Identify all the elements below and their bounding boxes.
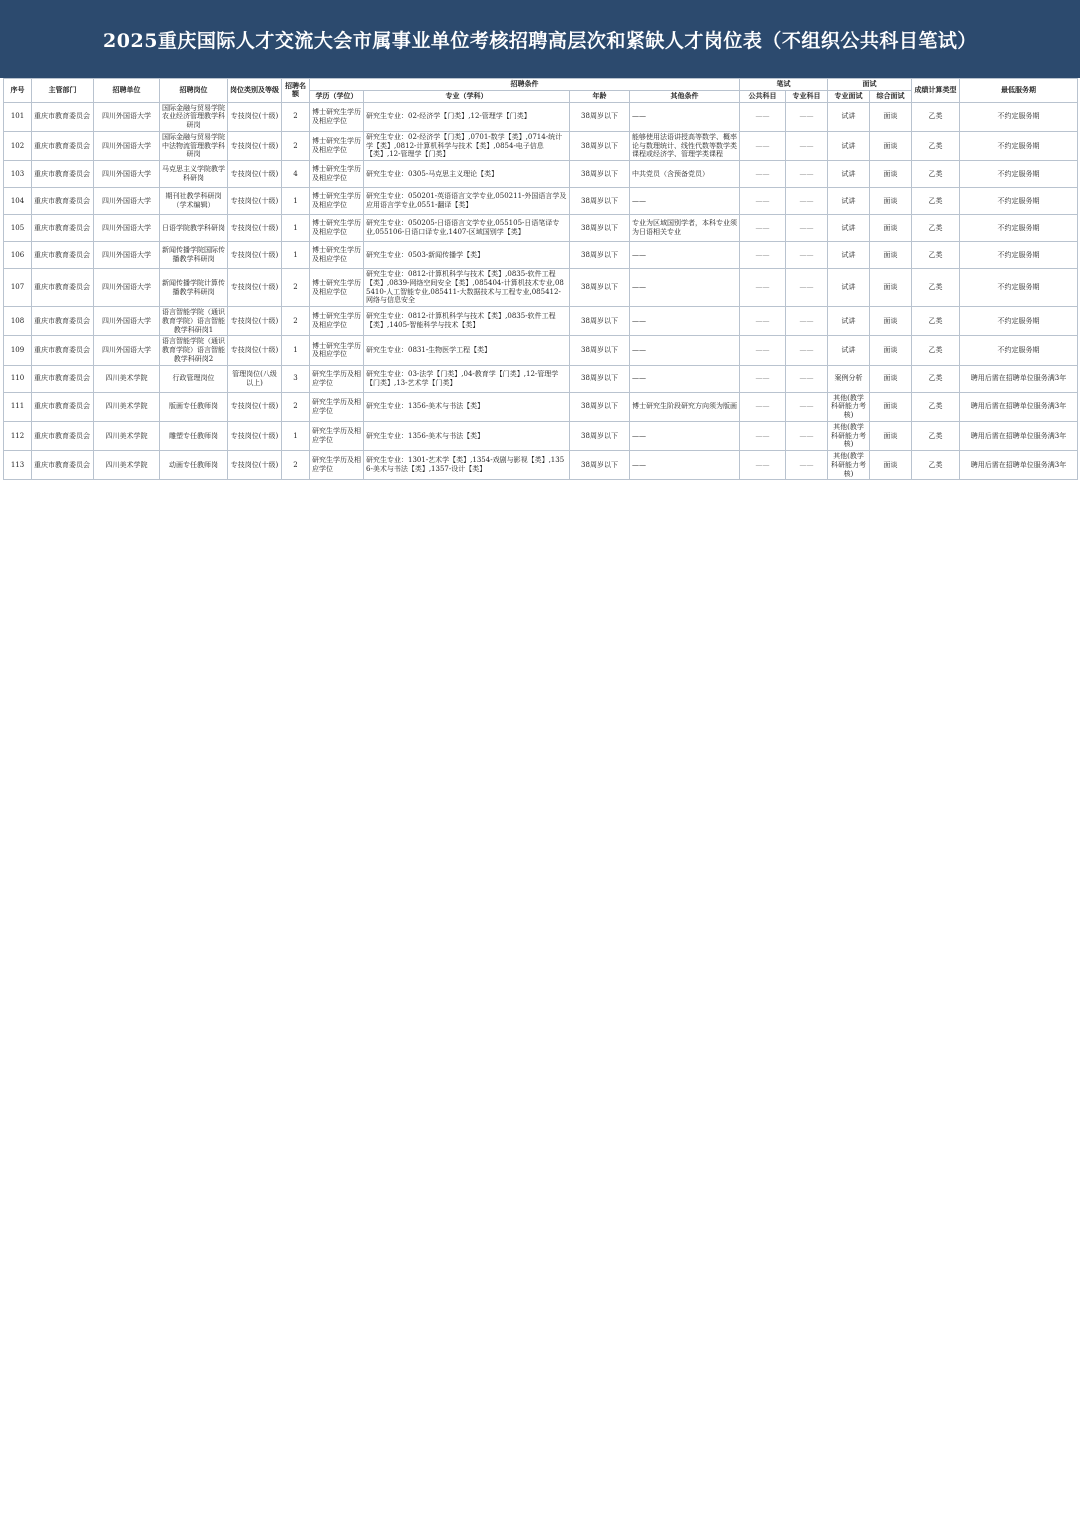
cell-major: 研究生专业：1356-美术与书法【类】 bbox=[364, 421, 570, 450]
cell-major-subject: —— bbox=[786, 269, 828, 307]
cell-public-subject: —— bbox=[740, 336, 786, 365]
cell-category: 专技岗位(十级) bbox=[228, 215, 282, 242]
cell-major-interview: 试讲 bbox=[828, 307, 870, 336]
cell-major-interview: 试讲 bbox=[828, 215, 870, 242]
cell-post: 马克思主义学院教学科研岗 bbox=[160, 161, 228, 188]
cell-major-subject: —— bbox=[786, 307, 828, 336]
cell-count: 2 bbox=[282, 131, 310, 160]
cell-dept: 重庆市教育委员会 bbox=[32, 392, 94, 421]
cell-major-subject: —— bbox=[786, 421, 828, 450]
cell-other: —— bbox=[630, 307, 740, 336]
cell-age: 38周岁以下 bbox=[570, 131, 630, 160]
cell-service: 不约定服务期 bbox=[960, 307, 1078, 336]
cell-service: 聘用后需在招聘单位服务满3年 bbox=[960, 365, 1078, 392]
cell-service: 聘用后需在招聘单位服务满3年 bbox=[960, 421, 1078, 450]
cell-category: 管理岗位(八级以上) bbox=[228, 365, 282, 392]
cell-category: 专技岗位(十级) bbox=[228, 307, 282, 336]
cell-dept: 重庆市教育委员会 bbox=[32, 161, 94, 188]
header-dept: 主管部门 bbox=[32, 79, 94, 103]
cell-education: 研究生学历及相应学位 bbox=[310, 421, 364, 450]
cell-unit: 四川外国语大学 bbox=[94, 269, 160, 307]
cell-score-type: 乙类 bbox=[912, 102, 960, 131]
cell-score-type: 乙类 bbox=[912, 392, 960, 421]
cell-major-interview: 试讲 bbox=[828, 131, 870, 160]
cell-count: 2 bbox=[282, 269, 310, 307]
cell-post: 期刊社教学科研岗（学术编辑） bbox=[160, 188, 228, 215]
table-row bbox=[4, 451, 1078, 480]
cell-education: 研究生学历及相应学位 bbox=[310, 451, 364, 480]
cell-score-type: 乙类 bbox=[912, 421, 960, 450]
title-banner bbox=[0, 0, 1080, 78]
cell-major-interview: 其他(教学科研能力考核) bbox=[828, 451, 870, 480]
cell-age: 38周岁以下 bbox=[570, 451, 630, 480]
cell-dept: 重庆市教育委员会 bbox=[32, 242, 94, 269]
positions-table bbox=[3, 78, 1078, 480]
cell-major-subject: —— bbox=[786, 188, 828, 215]
cell-score-type: 乙类 bbox=[912, 188, 960, 215]
cell-public-subject: —— bbox=[740, 421, 786, 450]
cell-major-interview: 试讲 bbox=[828, 102, 870, 131]
cell-post: 语言智能学院（通识教育学院）语言智能教学科研岗1 bbox=[160, 307, 228, 336]
table-row bbox=[4, 215, 1078, 242]
cell-general-interview: 面谈 bbox=[870, 161, 912, 188]
cell-education: 博士研究生学历及相应学位 bbox=[310, 307, 364, 336]
cell-major-interview: 其他(教学科研能力考核) bbox=[828, 421, 870, 450]
cell-major: 研究生专业：1356-美术与书法【类】 bbox=[364, 392, 570, 421]
header-unit: 招聘单位 bbox=[94, 79, 160, 103]
header-major-interview: 专业面试 bbox=[828, 90, 870, 102]
cell-major-interview: 其他(教学科研能力考核) bbox=[828, 392, 870, 421]
cell-age: 38周岁以下 bbox=[570, 161, 630, 188]
cell-public-subject: —— bbox=[740, 392, 786, 421]
cell-education: 研究生学历及相应学位 bbox=[310, 365, 364, 392]
table-row bbox=[4, 365, 1078, 392]
cell-major-subject: —— bbox=[786, 102, 828, 131]
table-row bbox=[4, 307, 1078, 336]
cell-age: 38周岁以下 bbox=[570, 365, 630, 392]
cell-dept: 重庆市教育委员会 bbox=[32, 421, 94, 450]
cell-seq: 103 bbox=[4, 161, 32, 188]
cell-category: 专技岗位(十级) bbox=[228, 242, 282, 269]
cell-post: 行政管理岗位 bbox=[160, 365, 228, 392]
header-written: 笔试 bbox=[740, 79, 828, 91]
cell-other: 中共党员（含预备党员） bbox=[630, 161, 740, 188]
cell-public-subject: —— bbox=[740, 131, 786, 160]
cell-count: 2 bbox=[282, 392, 310, 421]
header-other: 其他条件 bbox=[630, 90, 740, 102]
cell-major: 研究生专业：050205-日语语言文学专业,055105-日语笔译专业,055106-日语口译专业,1407-区域国别学【类】 bbox=[364, 215, 570, 242]
cell-major-subject: —— bbox=[786, 392, 828, 421]
cell-unit: 四川美术学院 bbox=[94, 365, 160, 392]
cell-major-interview: 试讲 bbox=[828, 161, 870, 188]
cell-age: 38周岁以下 bbox=[570, 102, 630, 131]
cell-education: 博士研究生学历及相应学位 bbox=[310, 242, 364, 269]
cell-category: 专技岗位(十级) bbox=[228, 102, 282, 131]
cell-other: 博士研究生阶段研究方向须为版画 bbox=[630, 392, 740, 421]
cell-general-interview: 面谈 bbox=[870, 102, 912, 131]
cell-category: 专技岗位(十级) bbox=[228, 269, 282, 307]
cell-count: 1 bbox=[282, 215, 310, 242]
cell-seq: 104 bbox=[4, 188, 32, 215]
cell-count: 1 bbox=[282, 421, 310, 450]
cell-education: 博士研究生学历及相应学位 bbox=[310, 131, 364, 160]
cell-seq: 102 bbox=[4, 131, 32, 160]
cell-category: 专技岗位(十级) bbox=[228, 451, 282, 480]
cell-public-subject: —— bbox=[740, 451, 786, 480]
cell-category: 专技岗位(十级) bbox=[228, 188, 282, 215]
cell-count: 2 bbox=[282, 102, 310, 131]
cell-seq: 106 bbox=[4, 242, 32, 269]
cell-score-type: 乙类 bbox=[912, 131, 960, 160]
page-title: 2025重庆国际人才交流大会市属事业单位考核招聘高层次和紧缺人才岗位表（不组织公共科目笔试） bbox=[103, 29, 977, 52]
cell-major-interview: 试讲 bbox=[828, 188, 870, 215]
cell-post: 日语学院教学科研岗 bbox=[160, 215, 228, 242]
cell-service: 聘用后需在招聘单位服务满3年 bbox=[960, 451, 1078, 480]
cell-seq: 109 bbox=[4, 336, 32, 365]
cell-service: 不约定服务期 bbox=[960, 215, 1078, 242]
cell-category: 专技岗位(十级) bbox=[228, 161, 282, 188]
cell-score-type: 乙类 bbox=[912, 242, 960, 269]
cell-age: 38周岁以下 bbox=[570, 392, 630, 421]
cell-other: —— bbox=[630, 421, 740, 450]
table-row bbox=[4, 336, 1078, 365]
cell-unit: 四川外国语大学 bbox=[94, 242, 160, 269]
header-post: 招聘岗位 bbox=[160, 79, 228, 103]
cell-public-subject: —— bbox=[740, 215, 786, 242]
cell-count: 1 bbox=[282, 336, 310, 365]
cell-score-type: 乙类 bbox=[912, 215, 960, 242]
cell-major: 研究生专业：0503-新闻传播学【类】 bbox=[364, 242, 570, 269]
cell-count: 1 bbox=[282, 242, 310, 269]
cell-major-subject: —— bbox=[786, 451, 828, 480]
cell-dept: 重庆市教育委员会 bbox=[32, 102, 94, 131]
cell-post: 语言智能学院（通识教育学院）语言智能教学科研岗2 bbox=[160, 336, 228, 365]
cell-service: 不约定服务期 bbox=[960, 161, 1078, 188]
cell-general-interview: 面谈 bbox=[870, 242, 912, 269]
cell-major-interview: 案例分析 bbox=[828, 365, 870, 392]
table-row bbox=[4, 188, 1078, 215]
cell-category: 专技岗位(十级) bbox=[228, 131, 282, 160]
cell-major: 研究生专业：0812-计算机科学与技术【类】,0835-软件工程【类】,0839-网络空间安全【类】,085404-计算机技术专业,085410-人工智能专业,085411-大数据技术与工程专业,085412-网络与信息安全 bbox=[364, 269, 570, 307]
cell-public-subject: —— bbox=[740, 269, 786, 307]
cell-seq: 111 bbox=[4, 392, 32, 421]
cell-age: 38周岁以下 bbox=[570, 188, 630, 215]
cell-unit: 四川美术学院 bbox=[94, 451, 160, 480]
header-public-subject: 公共科目 bbox=[740, 90, 786, 102]
cell-dept: 重庆市教育委员会 bbox=[32, 336, 94, 365]
cell-count: 2 bbox=[282, 451, 310, 480]
cell-score-type: 乙类 bbox=[912, 161, 960, 188]
cell-general-interview: 面谈 bbox=[870, 307, 912, 336]
cell-score-type: 乙类 bbox=[912, 269, 960, 307]
cell-dept: 重庆市教育委员会 bbox=[32, 365, 94, 392]
header-conditions: 招聘条件 bbox=[310, 79, 740, 91]
cell-seq: 110 bbox=[4, 365, 32, 392]
cell-education: 博士研究生学历及相应学位 bbox=[310, 161, 364, 188]
cell-seq: 101 bbox=[4, 102, 32, 131]
cell-major-subject: —— bbox=[786, 242, 828, 269]
header-general-interview: 综合面试 bbox=[870, 90, 912, 102]
cell-major-interview: 试讲 bbox=[828, 269, 870, 307]
cell-post: 新闻传播学院国际传播教学科研岗 bbox=[160, 242, 228, 269]
header-interview: 面试 bbox=[828, 79, 912, 91]
cell-major: 研究生专业：0812-计算机科学与技术【类】,0835-软件工程【类】,1405-智能科学与技术【类】 bbox=[364, 307, 570, 336]
cell-education: 博士研究生学历及相应学位 bbox=[310, 188, 364, 215]
cell-seq: 113 bbox=[4, 451, 32, 480]
header-education: 学历（学位） bbox=[310, 90, 364, 102]
cell-major: 研究生专业：1301-艺术学【类】,1354-戏剧与影视【类】,1356-美术与书法【类】,1357-设计【类】 bbox=[364, 451, 570, 480]
cell-unit: 四川外国语大学 bbox=[94, 188, 160, 215]
cell-public-subject: —— bbox=[740, 188, 786, 215]
header-major: 专业（学科） bbox=[364, 90, 570, 102]
cell-score-type: 乙类 bbox=[912, 307, 960, 336]
cell-service: 不约定服务期 bbox=[960, 102, 1078, 131]
header-count: 招聘名额 bbox=[282, 79, 310, 103]
cell-post: 新闻传播学院计算传播教学科研岗 bbox=[160, 269, 228, 307]
cell-public-subject: —— bbox=[740, 242, 786, 269]
cell-service: 不约定服务期 bbox=[960, 269, 1078, 307]
cell-post: 国际金融与贸易学院农业经济管理教学科研岗 bbox=[160, 102, 228, 131]
table-row bbox=[4, 269, 1078, 307]
cell-major-subject: —— bbox=[786, 161, 828, 188]
cell-service: 不约定服务期 bbox=[960, 242, 1078, 269]
header-major-subject: 专业科目 bbox=[786, 90, 828, 102]
cell-service: 不约定服务期 bbox=[960, 188, 1078, 215]
cell-general-interview: 面谈 bbox=[870, 365, 912, 392]
cell-category: 专技岗位(十级) bbox=[228, 336, 282, 365]
cell-other: —— bbox=[630, 269, 740, 307]
cell-major: 研究生专业：02-经济学【门类】,12-管理学【门类】 bbox=[364, 102, 570, 131]
cell-seq: 107 bbox=[4, 269, 32, 307]
cell-category: 专技岗位(十级) bbox=[228, 392, 282, 421]
cell-dept: 重庆市教育委员会 bbox=[32, 269, 94, 307]
cell-major: 研究生专业：050201-英语语言文学专业,050211-外国语言学及应用语言学专业,0551-翻译【类】 bbox=[364, 188, 570, 215]
header-category: 岗位类别及等级 bbox=[228, 79, 282, 103]
cell-major-subject: —— bbox=[786, 215, 828, 242]
cell-age: 38周岁以下 bbox=[570, 215, 630, 242]
cell-post: 雕塑专任教师岗 bbox=[160, 421, 228, 450]
cell-education: 博士研究生学历及相应学位 bbox=[310, 269, 364, 307]
header-age: 年龄 bbox=[570, 90, 630, 102]
cell-public-subject: —— bbox=[740, 307, 786, 336]
cell-unit: 四川美术学院 bbox=[94, 421, 160, 450]
cell-unit: 四川外国语大学 bbox=[94, 102, 160, 131]
cell-education: 博士研究生学历及相应学位 bbox=[310, 102, 364, 131]
cell-service: 不约定服务期 bbox=[960, 131, 1078, 160]
header-seq: 序号 bbox=[4, 79, 32, 103]
cell-other: —— bbox=[630, 365, 740, 392]
cell-general-interview: 面谈 bbox=[870, 392, 912, 421]
table-row bbox=[4, 102, 1078, 131]
cell-score-type: 乙类 bbox=[912, 365, 960, 392]
table-row bbox=[4, 421, 1078, 450]
cell-dept: 重庆市教育委员会 bbox=[32, 451, 94, 480]
cell-general-interview: 面谈 bbox=[870, 269, 912, 307]
cell-education: 博士研究生学历及相应学位 bbox=[310, 215, 364, 242]
table-row bbox=[4, 161, 1078, 188]
cell-age: 38周岁以下 bbox=[570, 421, 630, 450]
cell-post: 国际金融与贸易学院中法物流管理教学科研岗 bbox=[160, 131, 228, 160]
cell-post: 动画专任教师岗 bbox=[160, 451, 228, 480]
cell-count: 4 bbox=[282, 161, 310, 188]
cell-unit: 四川外国语大学 bbox=[94, 161, 160, 188]
cell-count: 2 bbox=[282, 307, 310, 336]
cell-score-type: 乙类 bbox=[912, 451, 960, 480]
cell-other: —— bbox=[630, 336, 740, 365]
cell-seq: 108 bbox=[4, 307, 32, 336]
cell-other: —— bbox=[630, 242, 740, 269]
cell-service: 不约定服务期 bbox=[960, 336, 1078, 365]
cell-other: —— bbox=[630, 188, 740, 215]
header-service: 最低服务期 bbox=[960, 79, 1078, 103]
cell-major-interview: 试讲 bbox=[828, 336, 870, 365]
cell-dept: 重庆市教育委员会 bbox=[32, 215, 94, 242]
cell-public-subject: —— bbox=[740, 365, 786, 392]
cell-general-interview: 面谈 bbox=[870, 451, 912, 480]
cell-score-type: 乙类 bbox=[912, 336, 960, 365]
cell-post: 版画专任教师岗 bbox=[160, 392, 228, 421]
cell-unit: 四川外国语大学 bbox=[94, 131, 160, 160]
cell-other: —— bbox=[630, 102, 740, 131]
cell-count: 3 bbox=[282, 365, 310, 392]
cell-general-interview: 面谈 bbox=[870, 421, 912, 450]
table-row bbox=[4, 392, 1078, 421]
cell-public-subject: —— bbox=[740, 102, 786, 131]
cell-major-subject: —— bbox=[786, 365, 828, 392]
cell-seq: 105 bbox=[4, 215, 32, 242]
cell-age: 38周岁以下 bbox=[570, 269, 630, 307]
cell-other: —— bbox=[630, 451, 740, 480]
cell-major: 研究生专业：02-经济学【门类】,0701-数学【类】,0714-统计学【类】,0812-计算机科学与技术【类】,0854-电子信息【类】,12-管理学【门类】 bbox=[364, 131, 570, 160]
cell-major-subject: —— bbox=[786, 336, 828, 365]
cell-dept: 重庆市教育委员会 bbox=[32, 188, 94, 215]
cell-major: 研究生专业：03-法学【门类】,04-教育学【门类】,12-管理学【门类】,13-艺术学【门类】 bbox=[364, 365, 570, 392]
cell-unit: 四川外国语大学 bbox=[94, 336, 160, 365]
cell-unit: 四川外国语大学 bbox=[94, 307, 160, 336]
cell-major: 研究生专业：0831-生物医学工程【类】 bbox=[364, 336, 570, 365]
cell-category: 专技岗位(十级) bbox=[228, 421, 282, 450]
cell-major-subject: —— bbox=[786, 131, 828, 160]
cell-dept: 重庆市教育委员会 bbox=[32, 131, 94, 160]
table-row bbox=[4, 131, 1078, 160]
cell-other: 专业为区域国别学者，本科专业须为日语相关专业 bbox=[630, 215, 740, 242]
cell-age: 38周岁以下 bbox=[570, 336, 630, 365]
cell-dept: 重庆市教育委员会 bbox=[32, 307, 94, 336]
cell-general-interview: 面谈 bbox=[870, 215, 912, 242]
cell-general-interview: 面谈 bbox=[870, 336, 912, 365]
cell-unit: 四川美术学院 bbox=[94, 392, 160, 421]
header-score-type: 成绩计算类型 bbox=[912, 79, 960, 103]
cell-age: 38周岁以下 bbox=[570, 242, 630, 269]
cell-unit: 四川外国语大学 bbox=[94, 215, 160, 242]
cell-major: 研究生专业：0305-马克思主义理论【类】 bbox=[364, 161, 570, 188]
table-row bbox=[4, 242, 1078, 269]
cell-public-subject: —— bbox=[740, 161, 786, 188]
cell-education: 研究生学历及相应学位 bbox=[310, 392, 364, 421]
cell-major-interview: 试讲 bbox=[828, 242, 870, 269]
cell-count: 1 bbox=[282, 188, 310, 215]
cell-seq: 112 bbox=[4, 421, 32, 450]
cell-age: 38周岁以下 bbox=[570, 307, 630, 336]
cell-other: 能够使用法语讲授高等数学、概率论与数理统计、线性代数等数学类课程或经济学、管理学类课程 bbox=[630, 131, 740, 160]
cell-general-interview: 面谈 bbox=[870, 188, 912, 215]
cell-education: 博士研究生学历及相应学位 bbox=[310, 336, 364, 365]
cell-service: 聘用后需在招聘单位服务满3年 bbox=[960, 392, 1078, 421]
cell-general-interview: 面谈 bbox=[870, 131, 912, 160]
